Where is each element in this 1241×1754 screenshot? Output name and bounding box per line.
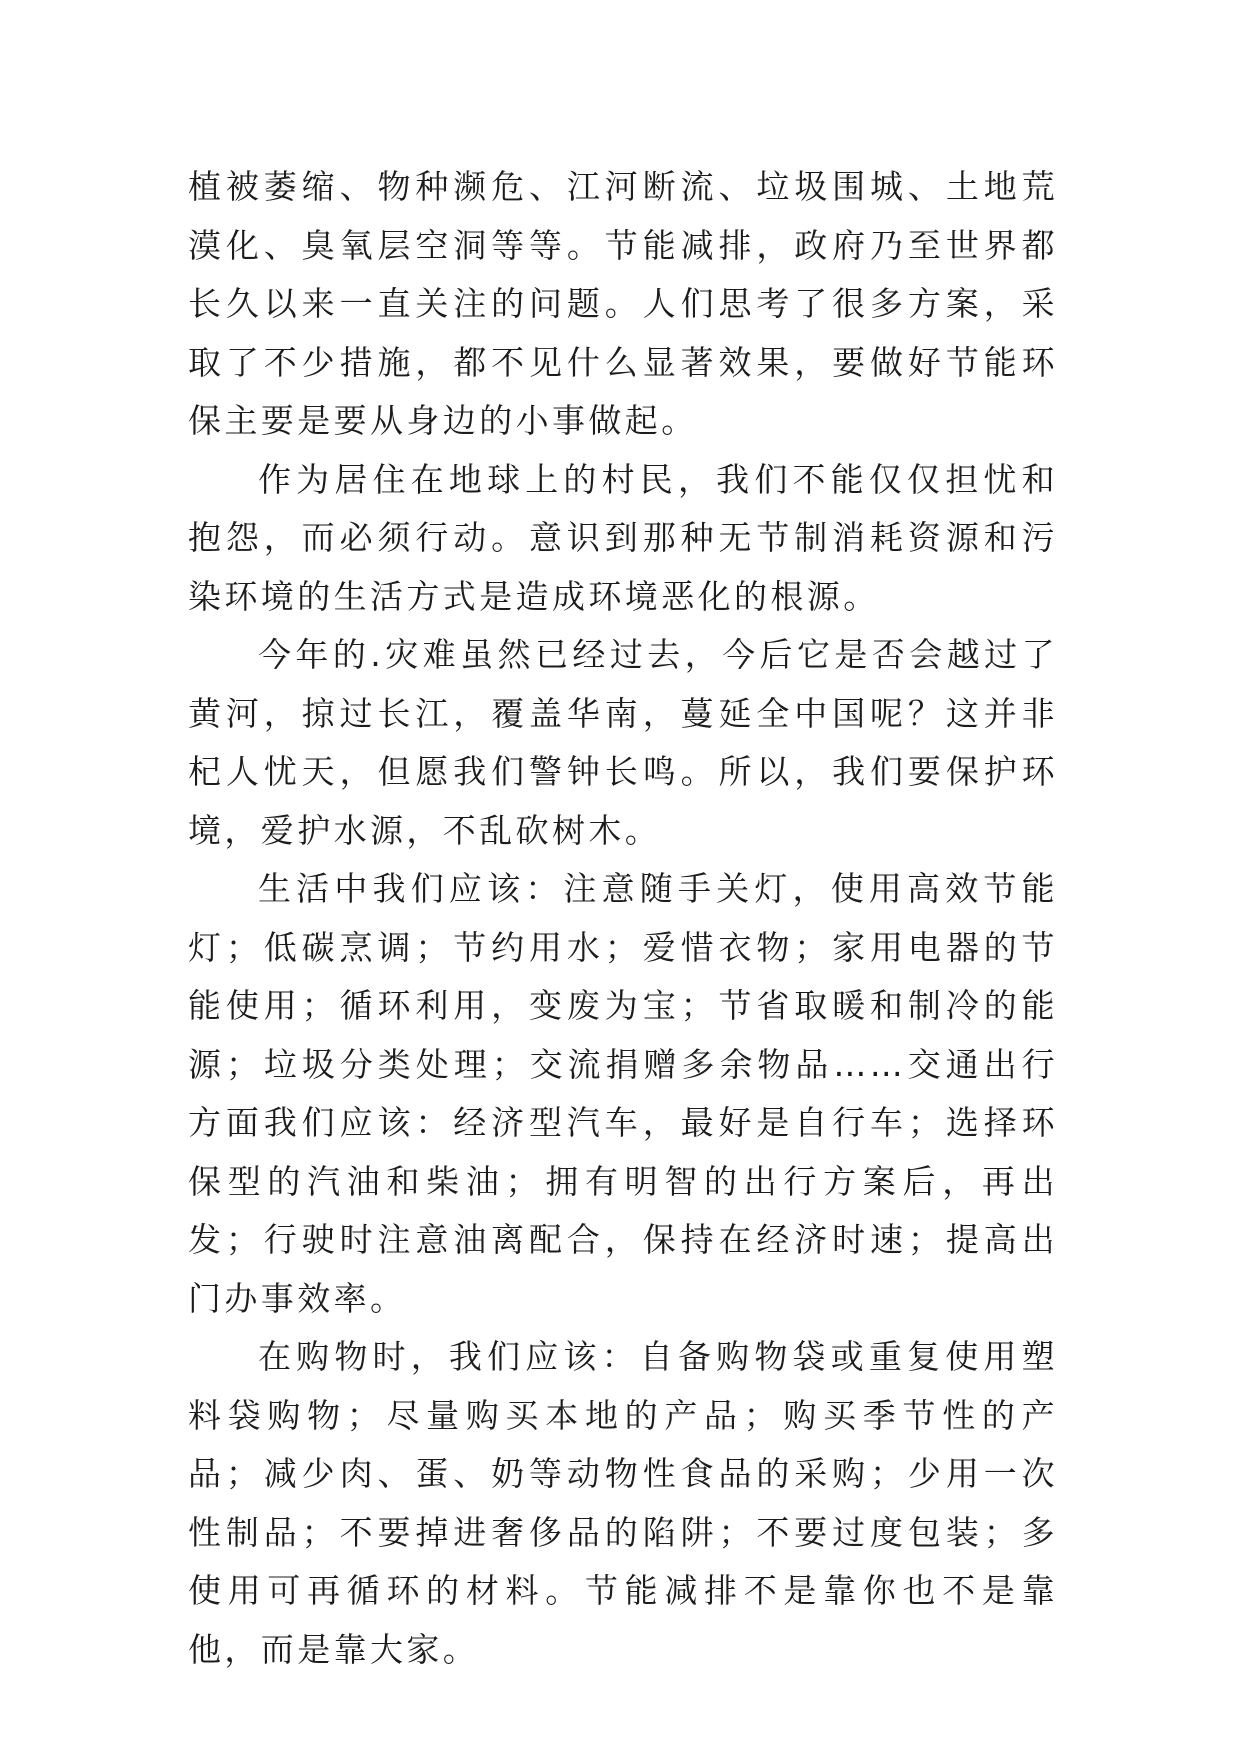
document-body [188,158,1058,1679]
paragraph-2: 作为居住在地球上的村民，我们不能仅仅担忧和抱怨，而必须行动。意识到那种无节制消耗资源和污染环境的生活方式是造成环境恶化的根源。 [188,459,1058,616]
paragraph-1: 植被萎缩、物种濒危、江河断流、垃圾围城、土地荒漠化、臭氧层空洞等等。节能减排，政府乃至世界都长久以来一直关注的问题。人们思考了很多方案，采取了不少措施，都不见什么显著效果，要做好节能环保主要是要从身边的小事做起。 [188,167,1058,440]
paragraph-3: 今年的.灾难虽然已经过去，今后它是否会越过了黄河，掠过长江，覆盖华南，蔓延全中国呢？这并非杞人忧天，但愿我们警钟长鸣。所以，我们要保护环境，爱护水源，不乱砍树木。 [188,635,1058,850]
paragraph-4: 生活中我们应该：注意随手关灯，使用高效节能灯；低碳烹调；节约用水；爱惜衣物；家用电器的节能使用；循环利用，变废为宝；节省取暖和制冷的能源；垃圾分类处理；交流捐赠多余物品……交通出行方面我们应该：经济型汽车，最好是自行车；选择环保型的汽油和柴油；拥有明智的出行方案后，再出发；行驶时注意油离配合，保持在经济时速；提高出门办事效率。 [188,869,1058,1318]
paragraph-5: 在购物时，我们应该：自备购物袋或重复使用塑料袋购物；尽量购买本地的产品；购买季节性的产品；减少肉、蛋、奶等动物性食品的采购；少用一次性制品；不要掉进奢侈品的陷阱；不要过度包装；多使用可再循环的材料。节能减排不是靠你也不是靠他，而是靠大家。 [188,1337,1058,1669]
